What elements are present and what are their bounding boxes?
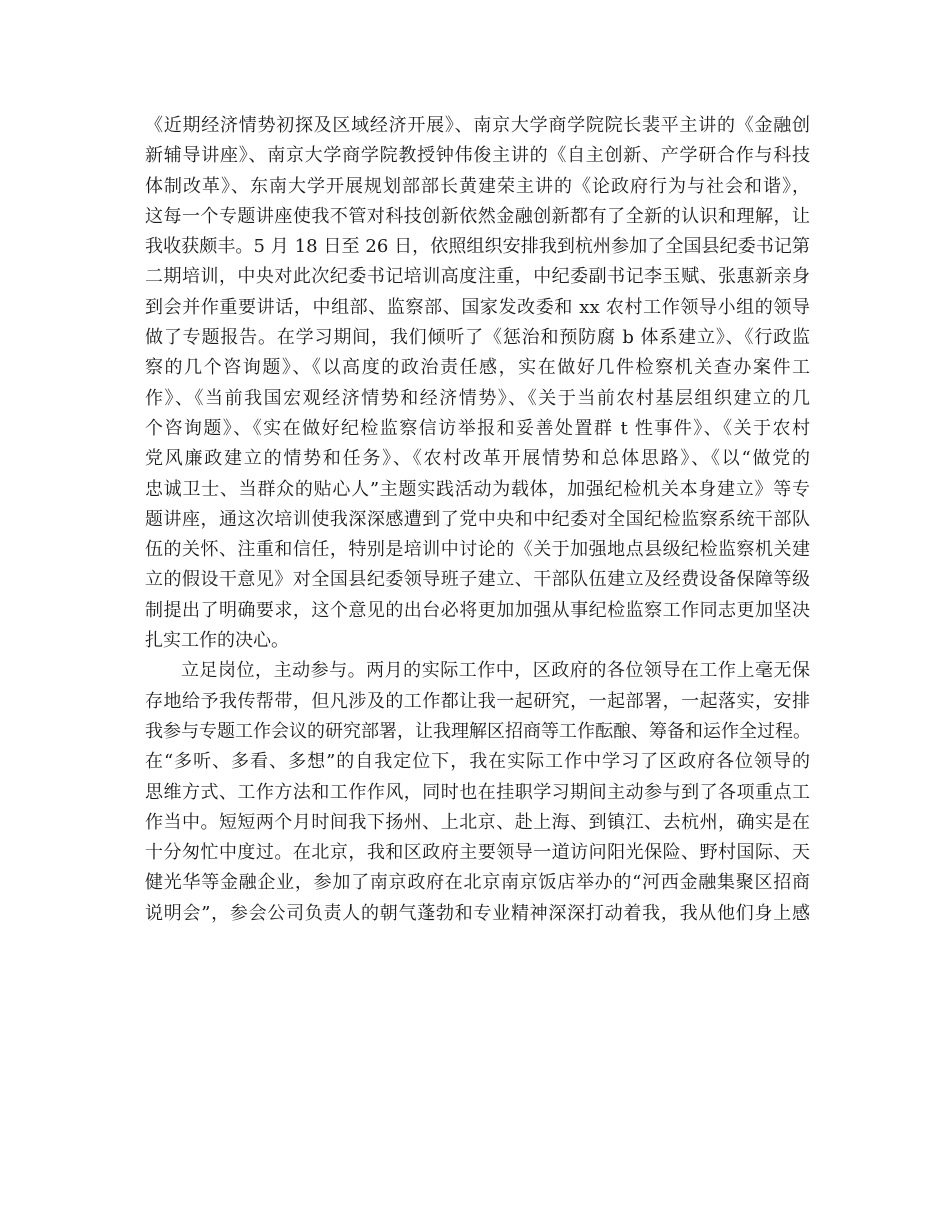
text-line: 我参与专题工作会议的研究部署，让我理解区招商等工作酝酿、筹备和运作全过程。 <box>145 720 811 742</box>
text-line: 个咨询题》、《实在做好纪检监察信访举报和妥善处置群 t 性事件》、《关于农村 <box>145 417 810 439</box>
text-line: 这每一个专题讲座使我不管对科技创新依然金融创新都有了全新的认识和理解，让 <box>145 205 810 227</box>
text-line: 说明会”，参会公司负责人的朝气蓬勃和专业精神深深打动着我，我从他们身上感 <box>145 902 810 924</box>
text-line: 伍的关怀、注重和信任，特别是培训中讨论的《关于加强地点县级纪检监察机关建 <box>145 539 810 561</box>
text-line: 新辅导讲座》、南京大学商学院教授钟伟俊主讲的《自主创新、产学研合作与科技 <box>145 145 810 167</box>
text-line: 《近期经济情势初探及区域经济开展》、南京大学商学院院长裴平主讲的《金融创 <box>145 115 810 136</box>
text-line: 制提出了明确要求，这个意见的出台必将更加加强从事纪检监察工作同志更加坚决 <box>145 599 810 621</box>
text-line: 在“多听、多看、多想”的自我定位下，我在实际工作中学习了区政府各位领导的 <box>145 751 810 773</box>
text-line: 立足岗位，主动参与。两月的实际工作中，区政府的各位领导在工作上毫无保 <box>181 660 810 682</box>
text-line: 察的几个咨询题》、《以高度的政治责任感，实在做好几件检察机关查办案件工 <box>145 357 810 379</box>
text-line: 做了专题报告。在学习期间，我们倾听了《惩治和预防腐 b 体系建立》、《行政监 <box>145 327 810 349</box>
text-line: 作》、《当前我国宏观经济情势和经济情势》、《关于当前农村基层组织建立的几 <box>145 387 810 409</box>
text-line: 到会并作重要讲话，中组部、监察部、国家发改委和 xx 农村工作领导小组的领导 <box>145 296 810 318</box>
text-line: 存地给予我传帮带，但凡涉及的工作都让我一起研究，一起部署，一起落实，安排 <box>145 690 810 712</box>
text-line: 忠诚卫士、当群众的贴心人”主题实践活动为载体，加强纪检机关本身建立》等专 <box>145 478 810 500</box>
text-line: 作当中。短短两个月时间我下扬州、上北京、赴上海、到镇江、去杭州，确实是在 <box>145 811 810 833</box>
paragraph-1 <box>145 111 810 656</box>
text-line: 题讲座，通这次培训使我深深感遭到了党中央和中纪委对全国纪检监察系统干部队 <box>145 508 810 530</box>
text-line: 健光华等金融企业，参加了南京政府在北京南京饭店举办的“河西金融集聚区招商 <box>145 872 810 894</box>
text-line: 立的假设干意见》对全国县纪委领导班子建立、干部队伍建立及经费设备保障等级 <box>145 569 810 591</box>
text-line: 思维方式、工作方法和工作作风，同时也在挂职学习期间主动参与到了各项重点工 <box>145 781 810 803</box>
text-line: 我收获颇丰。5 月 18 日至 26 日，依照组织安排我到杭州参加了全国县纪委书记第 <box>145 236 810 258</box>
text-line: 党风廉政建立的情势和任务》、《农村改革开展情势和总体思路》、《以“做党的 <box>145 448 810 470</box>
text-line: 十分匆忙中度过。在北京，我和区政府主要领导一道访问阳光保险、野村国际、天 <box>145 842 810 864</box>
paragraph-2 <box>145 656 810 929</box>
text-line: 二期培训，中央对此次纪委书记培训高度注重，中纪委副书记李玉赋、张惠新亲身 <box>145 266 810 288</box>
text-line: 体制改革》、东南大学开展规划部部长黄建荣主讲的《论政府行为与社会和谐》， <box>145 175 810 197</box>
document-body <box>145 111 810 929</box>
text-line: 扎实工作的决心。 <box>145 630 289 652</box>
